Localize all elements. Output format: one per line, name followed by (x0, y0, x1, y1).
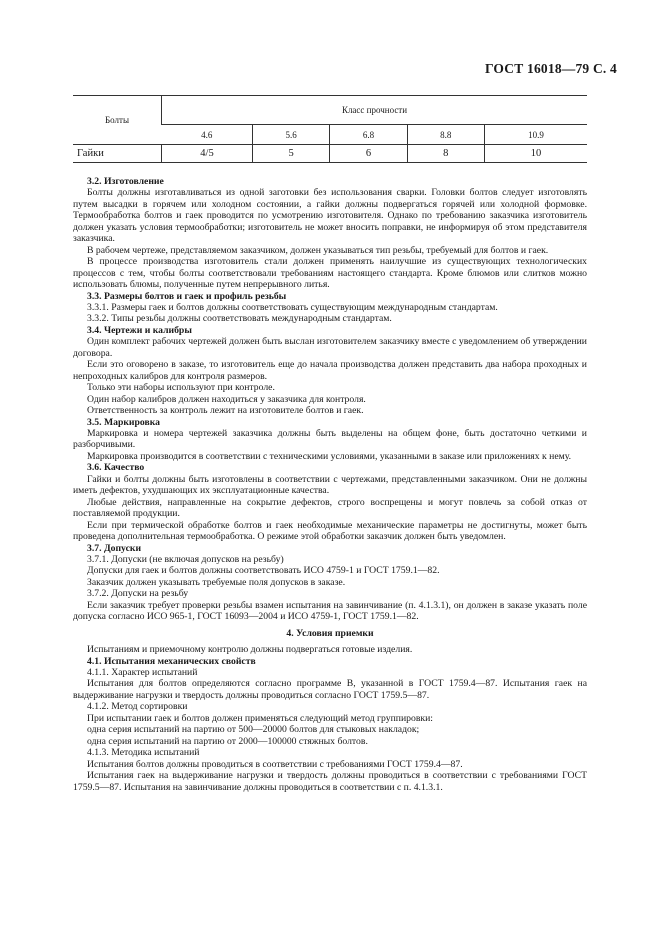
paragraph: Испытаниям и приемочному контролю должны подвергаться готовые изделия. (87, 644, 413, 656)
page-header: ГОСТ 16018—79 С. 4 (484, 61, 617, 76)
nut-class-cell: 5 (253, 145, 330, 163)
bolt-class-cell: 5.6 (253, 125, 330, 145)
paragraph: Ответственность за контроль лежит на изготовителе болтов и гаек. (87, 405, 364, 417)
paragraph: Допуски для гаек и болтов должны соответствовать ИСО 4759-1 и ГОСТ 1759.1—82. (87, 565, 440, 577)
paragraph: Испытания для болтов определяются согласно программе В, указанной в ГОСТ 1759.4—87. Испытания гаек на выдерживание нагрузки и твердость должны проводиться согласно ГОСТ 1759.5—87. (73, 678, 587, 701)
paragraph: Если это оговорено в заказе, то изготовитель еще до начала производства должен представить два набора проходных и непроходных калибров для контроля размеров. (73, 359, 587, 382)
paragraph: одна серия испытаний на партию от 500—20000 болтов для стыковых накладок; (87, 724, 420, 736)
bolt-class-cell: 10.9 (484, 125, 587, 145)
body-text (73, 176, 587, 793)
paragraph: 4.1.2. Метод сортировки (87, 701, 188, 713)
paragraph: Только эти наборы используют при контроле. (87, 382, 275, 394)
paragraph: 4.1.1. Характер испытаний (87, 667, 198, 679)
nut-class-cell: 10 (484, 145, 587, 163)
section-heading: 3.4. Чертежи и калибры (87, 324, 192, 336)
bolt-class-cell: 8.8 (407, 125, 484, 145)
bolt-class-cell: 4.6 (162, 125, 253, 145)
section-heading: 3.2. Изготовление (87, 176, 164, 187)
paragraph: Если при термической обработке болтов и гаек необходимые механические параметры не достигнуты, может быть проведена дополнительная термообработка. О режиме этой обработки заказчик должен быть уведомлен. (73, 519, 587, 543)
strength-class-header: Класс прочности (162, 95, 588, 125)
nuts-header-cell: Гайки (73, 145, 162, 163)
paragraph: Маркировка и номера чертежей заказчика должны быть выделены на общем фоне, быть достаточно четкими и разборчивыми. (73, 427, 587, 451)
nut-class-cell: 6 (330, 145, 407, 163)
paragraph: Любые действия, направленные на сокрытие дефектов, строго воспрещены и могут повлечь за собой отказ от поставляемой продукции. (73, 496, 587, 520)
chapter-heading: 4. Условия приемки (286, 627, 374, 639)
paragraph: В рабочем чертеже, представляемом заказчиком, должен указываться тип резьбы, требуемый для болтов и гаек. (87, 244, 549, 256)
strength-class-table (73, 95, 587, 163)
bolt-class-cell: 6.8 (330, 125, 407, 145)
paragraph: Испытания болтов должны проводиться в соответствии с требованиями ГОСТ 1759.4—87. (87, 758, 463, 770)
section-heading: 3.7. Допуски (87, 542, 142, 554)
paragraph: Гайки и болты должны быть изготовлены в соответствии с чертежами, представленными заказчиком. Они не должны иметь дефектов, ухудшающих их эксплуатационные качества. (73, 473, 587, 497)
paragraph: Один набор калибров должен находиться у заказчика для контроля. (87, 393, 366, 405)
nut-class-cell: 4/5 (162, 145, 253, 163)
paragraph: Если заказчик требует проверки резьбы взамен испытания на завинчивание (п. 4.1.3.1), он должен в заказе указать поле допуска согласно ИСО 965-1, ГОСТ 16093—2004 и ИСО 4759-1, ГОСТ 1759.1—82. (73, 599, 587, 623)
paragraph: 3.7.1. Допуски (не включая допусков на резьбу) (87, 553, 284, 565)
paragraph: При испытании гаек и болтов должен применяться следующий метод группировки: (87, 712, 433, 724)
paragraph: 4.1.3. Методика испытаний (87, 747, 200, 759)
paragraph: 3.7.2. Допуски на резьбу (87, 588, 189, 600)
paragraph: 3.3.2. Типы резьбы должны соответствовать международным стандартам. (87, 313, 392, 325)
bolts-header-cell: Болты (104, 114, 130, 125)
paragraph: Болты должны изготавливаться из одной заготовки без использования сварки. Головки болтов следует изготовлять путем высадки в горячем или холодном состоянии, а гайки должны подвергаться горячей или холодной формовке. Термообработка болтов и гаек проводится по усмотрению изготовителя. Однако по требованию заказчика изготовитель должен указать условия термообработки; изготовитель не может вносить поправки, не информируя об этом представителя заказчика. (73, 187, 587, 245)
section-heading: 3.3. Размеры болтов и гаек и профиль резьбы (87, 290, 287, 302)
paragraph: 3.3.1. Размеры гаек и болтов должны соответствовать существующим международным стандартам. (87, 301, 498, 313)
paragraph: Испытания гаек на выдерживание нагрузки и твердость должны проводиться в соответствии с требованиями ГОСТ 1759.5—87. Испытания на завинчивание должны проводиться в соответствии с п. 4.1.3.1. (73, 770, 587, 793)
section-heading: 3.5. Маркировка (87, 416, 160, 428)
paragraph: Маркировка производится в соответствии с техническими условиями, указанными в заказе или приложениях к нему. (87, 450, 572, 462)
paragraph: одна серия испытаний на партию от 2000—100000 стяжных болтов. (87, 735, 368, 747)
paragraph: В процессе производства изготовитель стали должен применять наилучшие из существующих технологических процессов с тем, чтобы болты соответствовали требованиям настоящего стандарта. Кроме блюмов или слитков можно использовать блюмы, полученные путем непрерывного литья. (73, 256, 587, 291)
section-heading: 4.1. Испытания механических свойств (87, 655, 256, 667)
paragraph: Один комплект рабочих чертежей должен быть выслан изготовителем заказчику вместе с уведомлением об утверждении договора. (73, 336, 587, 359)
paragraph: Заказчик должен указывать требуемые поля допусков в заказе. (87, 576, 346, 588)
section-heading: 3.6. Качество (87, 462, 145, 474)
nut-class-cell: 8 (407, 145, 484, 163)
